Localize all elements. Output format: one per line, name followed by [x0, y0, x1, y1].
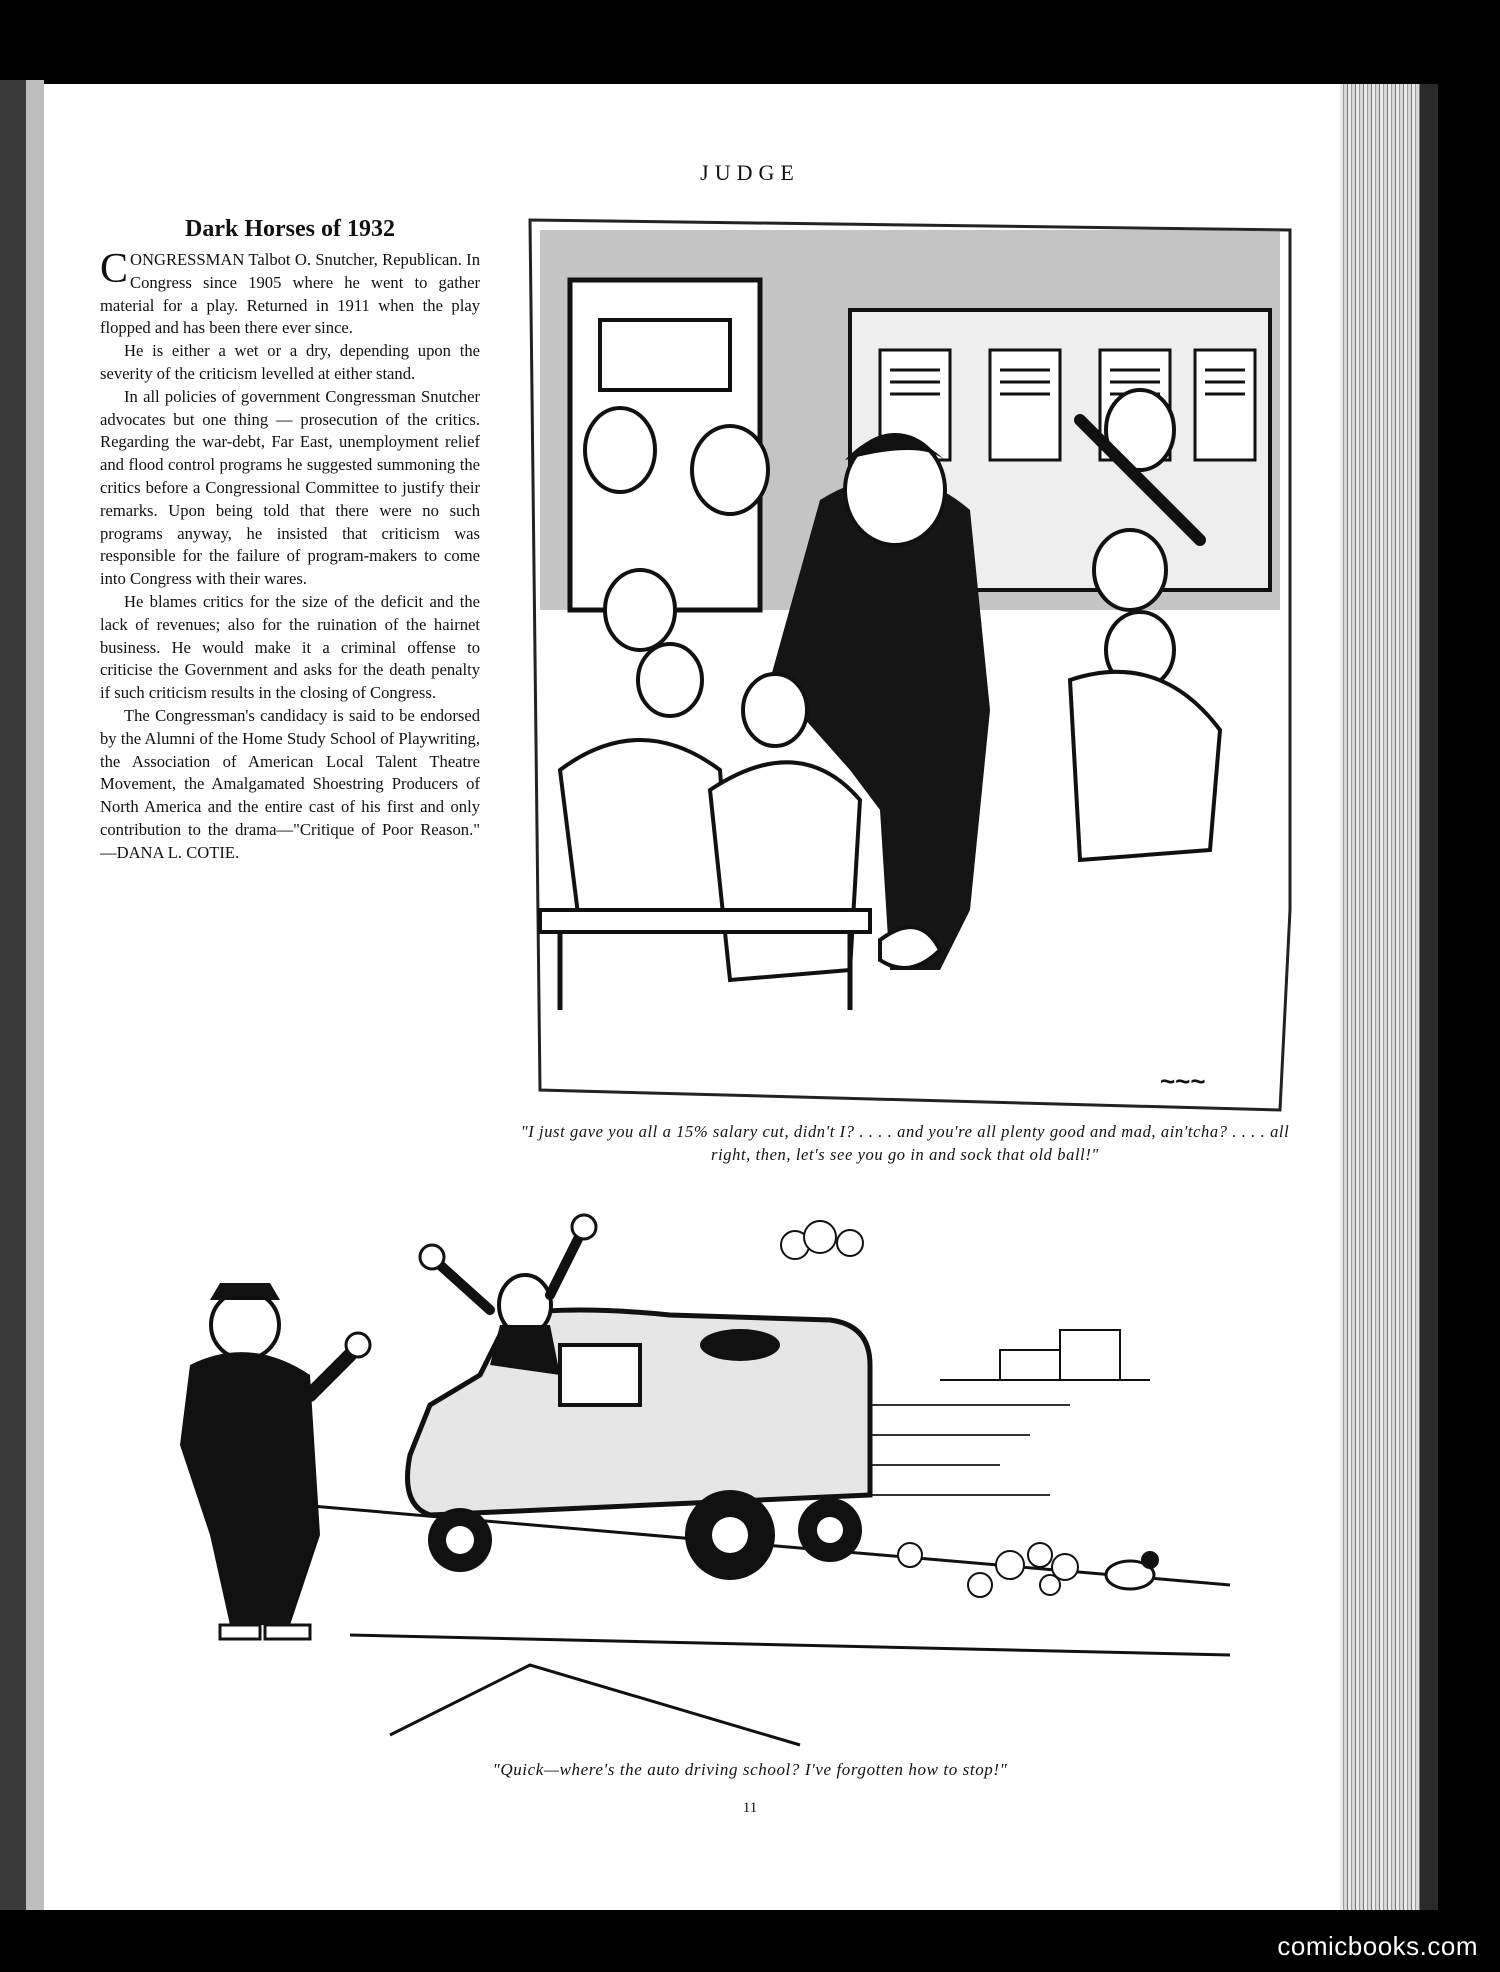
cartoon-top-caption: "I just gave you all a 15% salary cut, didn't I? . . . . and you're all plenty good and mad, ain'tcha? . . . . all right, then, let's see you go in and sock that old ball!": [520, 1122, 1290, 1164]
article-byline: —DANA L. COTIE.: [100, 842, 240, 862]
article-paragraph: CONGRESSMAN Talbot O. Snutcher, Republican. In Congress since 1905 where he went to gather material for a play. Returned in 1911 when the play flopped and has been there ever since.: [100, 246, 480, 338]
article-paragraph: In all policies of government Congressman Snutcher advocates but one thing — prosecution of the critics. Regarding the war-debt, Far East, unemployment relief and flood control programs he suggested summoning the critics before a Congressional Committee to justify their remarks. Upon being told that there were no such programs anyway, he insisted that criticism was responsible for the failure of program-makers to come into Congress with their wares.: [100, 386, 480, 589]
cartoon-baseball-dugout: [520, 210, 1296, 1122]
svg-text:~~~: ~~~: [1160, 1066, 1206, 1096]
page-header-title: JUDGE: [700, 160, 800, 185]
article-paragraph: He is either a wet or a dry, depending upon the severity of the criticism levelled at either stand.: [100, 341, 480, 383]
page-number: 11: [742, 1800, 758, 1816]
watermark-text: comicbooks.com: [1277, 1931, 1478, 1961]
article-paragraph: He blames critics for the size of the deficit and the lack of revenues; also for the ruination of the hairnet business. He would make it a criminal offense to criticise the Government and asks for the death penalty if such criticism results in the closing of Congress.: [100, 591, 480, 703]
book-left-edge: [0, 80, 44, 1910]
cartoon-bottom-caption: "Quick—where's the auto driving school? I've forgotten how to stop!": [492, 1760, 1008, 1779]
article-paragraph: The Congressman's candidacy is said to be endorsed by the Alumni of the Home Study School of Playwriting, the Association of American Local Talent Theatre Movement, the Amalgamated Shoestring Producers of North America and the entire cast of his first and only contribution to the drama—"Critique of Poor Reason." —DANA L. COTIE.: [100, 705, 480, 862]
article-title: Dark Horses of 1932: [185, 216, 395, 242]
page-stack-edge: [1340, 84, 1420, 1910]
drop-cap: C: [100, 246, 129, 292]
article-column: [100, 216, 480, 865]
cartoon-runaway-car: [150, 1205, 1260, 1755]
book-binding-edge: [1420, 84, 1438, 1910]
